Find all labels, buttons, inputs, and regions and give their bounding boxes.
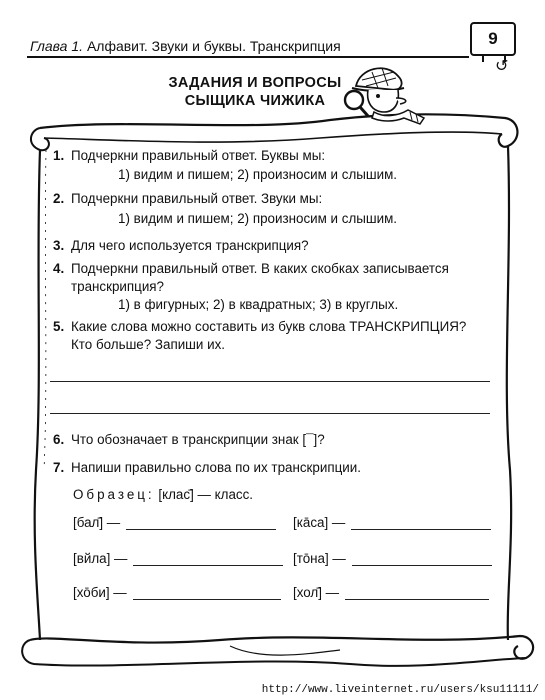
task-4-answers: 1) в фигурных; 2) в квадратных; 3) в круглых. [118, 297, 399, 312]
task-text: Подчеркни правильный ответ. Буквы мы: [71, 148, 326, 163]
example-text: [клас̄] — класс. [158, 487, 254, 502]
task-5 [53, 318, 466, 353]
fill-item [73, 585, 281, 600]
task-number: 2. [53, 191, 65, 206]
fill-word: [ка̄са] — [293, 515, 346, 530]
task-3 [53, 237, 309, 255]
fill-blank[interactable] [345, 587, 489, 600]
task-number: 1. [53, 148, 65, 163]
task-number: 7. [53, 460, 65, 475]
fill-blank[interactable] [352, 553, 492, 566]
fill-blank[interactable] [133, 553, 283, 566]
answer-line[interactable] [50, 381, 490, 382]
task-text-cont: транскрипция? [71, 278, 165, 294]
detective-illustration-icon [338, 58, 428, 133]
task-2-answers: 1) видим и пишем; 2) произносим и слышим. [118, 211, 398, 226]
fill-word: [вйла] — [73, 551, 128, 566]
task-number: 6. [53, 432, 65, 447]
task-number: 5. [53, 319, 65, 334]
page-number: 9 [470, 22, 516, 56]
task-text-cont: Кто больше? Запиши их. [71, 336, 226, 352]
title-line-2: СЫЩИКА ЧИЖИКА [184, 93, 326, 109]
fill-item [293, 585, 489, 600]
chapter-header [30, 38, 341, 54]
title-line-1: ЗАДАНИЯ И ВОПРОСЫ [168, 75, 342, 91]
task-number: 3. [53, 238, 65, 253]
curl-ornament-icon: ↺ [495, 58, 509, 75]
chapter-title: Алфавит. Звуки и буквы. Транскрипция [86, 38, 341, 54]
fill-blank[interactable] [133, 587, 281, 600]
source-url[interactable]: http://www.liveinternet.ru/users/ksu11111/ [261, 684, 539, 696]
page-title [150, 74, 360, 110]
fill-word: [хо̄би] — [73, 585, 127, 600]
task-text: Напиши правильно слова по их транскрипции. [71, 460, 361, 475]
task-1 [53, 147, 325, 165]
task-6 [53, 431, 325, 449]
fill-item [73, 515, 276, 530]
fill-item [293, 551, 492, 566]
task-text: Подчеркни правильный ответ. В каких скобках записывается [71, 261, 449, 276]
task-1-answers: 1) видим и пишем; 2) произносим и слышим. [118, 167, 398, 182]
fill-word: [хол̄] — [293, 585, 340, 600]
task-2 [53, 190, 322, 208]
fill-item [293, 515, 491, 530]
fill-blank[interactable] [351, 517, 491, 530]
task-text: Для чего используется транскрипция? [71, 238, 309, 253]
task-text: Что обозначает в транскрипции знак [¯]? [71, 432, 325, 447]
task-text: Подчеркни правильный ответ. Звуки мы: [71, 191, 323, 206]
example-label: Образец: [73, 487, 155, 502]
fill-item [73, 551, 283, 566]
task-7 [53, 459, 361, 477]
fill-word: [бал̄] — [73, 515, 121, 530]
task-4 [53, 260, 449, 295]
task-text: Какие слова можно составить из букв слова ТРАНСКРИПЦИЯ? [71, 319, 467, 334]
fill-blank[interactable] [126, 517, 276, 530]
chapter-label: Глава 1. [30, 38, 84, 54]
fill-word: [то̄на] — [293, 551, 346, 566]
answer-line[interactable] [50, 413, 490, 414]
task-number: 4. [53, 261, 65, 276]
example [73, 487, 253, 502]
